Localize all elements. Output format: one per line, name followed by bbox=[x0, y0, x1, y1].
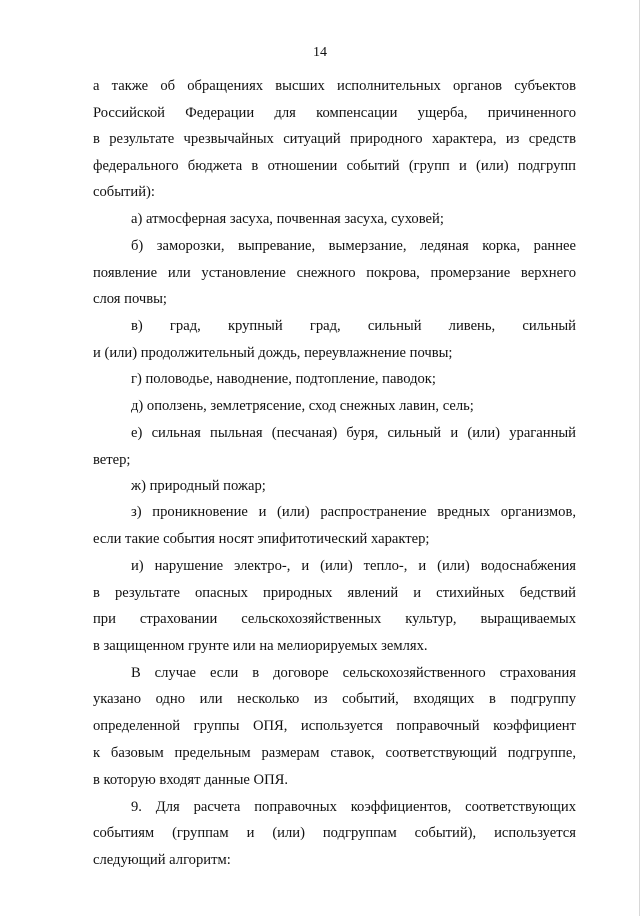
text-line: а также об обращениях высших исполнительных органов субъектов bbox=[93, 78, 576, 94]
text-line: Российской Федерации для компенсации ущерба, причиненного bbox=[93, 105, 576, 121]
list-item-a: а) атмосферная засуха, почвенная засуха, суховей; bbox=[131, 211, 444, 227]
text-line: следующий алгоритм: bbox=[93, 852, 231, 868]
list-item-e: е) сильная пыльная (песчаная) буря, сильный и (или) ураганный bbox=[131, 425, 576, 441]
text-line: событиям (группам и (или) подгруппам событий), используется bbox=[93, 825, 576, 841]
paragraph-start: 9. Для расчета поправочных коэффициентов, соответствующих bbox=[131, 799, 576, 815]
text-line: в результате чрезвычайных ситуаций природного характера, из средств bbox=[93, 131, 576, 147]
list-item-d: д) оползень, землетрясение, сход снежных лавин, сель; bbox=[131, 398, 474, 414]
text-line: в результате опасных природных явлений и стихийных бедствий bbox=[93, 585, 576, 601]
text-line: событий): bbox=[93, 184, 155, 200]
text-line: и (или) продолжительный дождь, переувлажнение почвы; bbox=[93, 345, 453, 361]
text-line: ветер; bbox=[93, 452, 131, 468]
list-item-zh: ж) природный пожар; bbox=[131, 478, 266, 494]
list-item-g: г) половодье, наводнение, подтопление, паводок; bbox=[131, 371, 436, 387]
text-line: в которую входят данные ОПЯ. bbox=[93, 772, 289, 788]
text-line: появление или установление снежного покрова, промерзание верхнего bbox=[93, 265, 576, 281]
text-line: если такие события носят эпифитотический характер; bbox=[93, 531, 430, 547]
text-line: слоя почвы; bbox=[93, 291, 167, 307]
text-line: федерального бюджета в отношении событий (групп и (или) подгрупп bbox=[93, 158, 576, 174]
list-item-z: з) проникновение и (или) распространение вредных организмов, bbox=[131, 504, 576, 520]
list-item-v: в) град, крупный град, сильный ливень, сильный bbox=[131, 318, 576, 334]
list-item-b: б) заморозки, выпревание, вымерзание, ледяная корка, раннее bbox=[131, 238, 576, 254]
list-item-i: и) нарушение электро-, и (или) тепло-, и (или) водоснабжения bbox=[131, 558, 576, 574]
text-line: определенной группы ОПЯ, используется поправочный коэффициент bbox=[93, 718, 576, 734]
text-line: в защищенном грунте или на мелиорируемых землях. bbox=[93, 638, 428, 654]
text-line: к базовым предельным размерам ставок, соответствующий подгруппе, bbox=[93, 745, 576, 761]
text-line: указано одно или несколько из событий, входящих в подгруппу bbox=[93, 691, 576, 707]
paragraph-start: В случае если в договоре сельскохозяйственного страхования bbox=[131, 665, 576, 681]
text-line: при страховании сельскохозяйственных культур, выращиваемых bbox=[93, 611, 576, 627]
page-number: 14 bbox=[313, 45, 327, 60]
